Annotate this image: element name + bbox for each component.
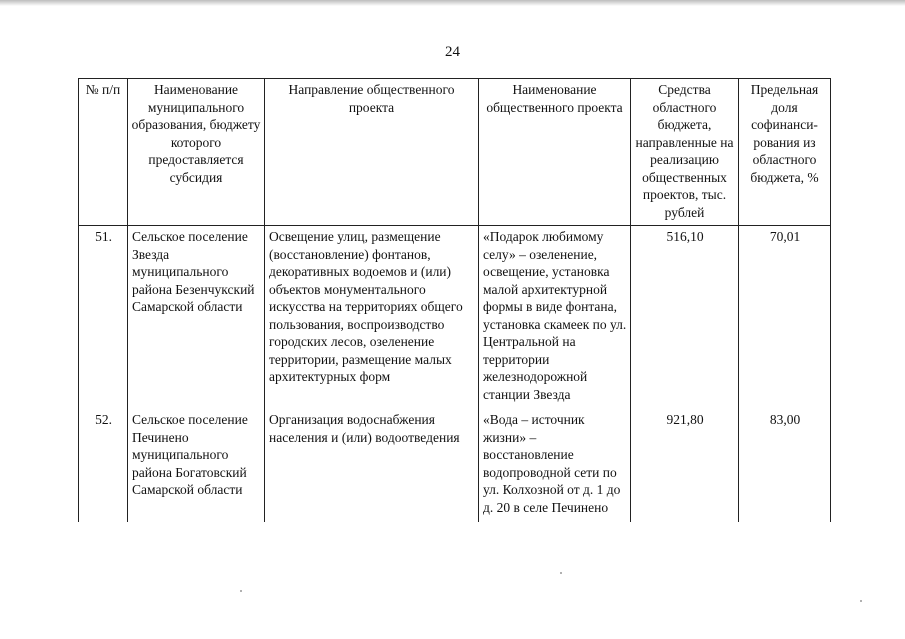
row-funds: 516,10 (631, 226, 739, 410)
table-row (79, 226, 831, 410)
row-municipality: Сельское поселение Печинено муниципального района Богатовский Самарской области (128, 409, 265, 522)
row-share: 83,00 (739, 409, 831, 522)
blank-page-area (0, 560, 905, 639)
row-number: 51. (79, 226, 128, 410)
scan-speck (860, 600, 862, 602)
header-project: Наименование общественного проекта (479, 79, 631, 226)
subsidy-table (78, 78, 831, 522)
table-row (79, 409, 831, 522)
header-direction: Направление общественного проекта (265, 79, 479, 226)
header-funds: Средства областного бюджета, направленные на реализацию общественных проектов, тыс. рублей (631, 79, 739, 226)
row-municipality: Сельское поселение Звезда муниципального района Безенчукский Самарской области (128, 226, 265, 410)
row-direction: Организация водоснабжения населения и (или) водоотведения (265, 409, 479, 522)
header-num: № п/п (79, 79, 128, 226)
row-project: «Подарок любимому селу» – озеленение, освещение, установка малой архитектурной формы в виде фонтана, установка скамеек по ул. Центральной на территории железнодорожной станции Звезда (479, 226, 631, 410)
row-project: «Вода – источник жизни» – восстановление водопроводной сети по ул. Колхозной от д. 1 до д. 20 в селе Печинено (479, 409, 631, 522)
scan-speck (240, 590, 242, 592)
scan-speck (560, 572, 562, 574)
page-number: 24 (445, 44, 460, 60)
row-funds: 921,80 (631, 409, 739, 522)
header-share: Предельная доля софинанси-рования из областного бюджета, % (739, 79, 831, 226)
scan-edge (0, 0, 905, 6)
row-number: 52. (79, 409, 128, 522)
table-header-row (79, 79, 831, 226)
row-direction: Освещение улиц, размещение (восстановление) фонтанов, декоративных водоемов и (или) объектов монументального искусства на территориях общего пользования, воспроизводство городских лесов, озеленение территории, размещение малых архитектурных форм (265, 226, 479, 410)
row-share: 70,01 (739, 226, 831, 410)
header-municipality: Наименование муниципального образования, бюджету которого предоставляется субсидия (128, 79, 265, 226)
